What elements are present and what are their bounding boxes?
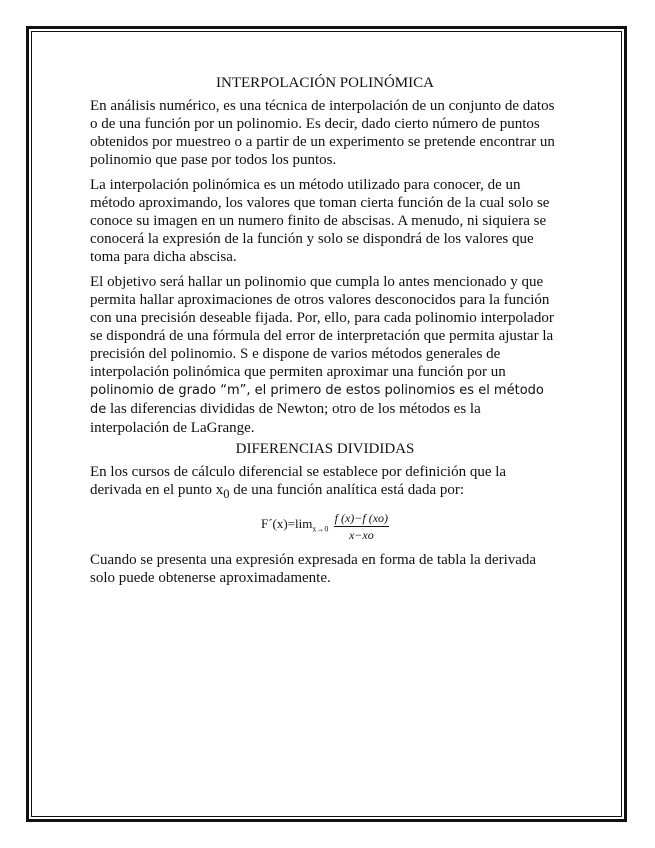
section-title-diferencias: DIFERENCIAS DIVIDIDAS bbox=[235, 441, 415, 457]
paragraph-objective-text-2: polinomio de grado “m”, el primero de estos polinomios es el método de bbox=[90, 383, 544, 417]
formula-denominator: x−xo bbox=[348, 528, 374, 542]
formula-lim: F´(x)=lim bbox=[260, 515, 313, 531]
paragraph-table-derivative: Cuando se presenta una expresión expresada en forma de tabla la derivada solo puede obtenerse aproximadamente. bbox=[90, 552, 537, 586]
paragraph-definition: La interpolación polinómica es un método utilizado para conocer, de un método aproximando, los valores que toman cierta función de la cual solo se conoce su imagen en un numero finito de abscisas. A menudo, ni siquiera se conocerá la expresión de la función y solo se dispondrá de los valores que toma para dicha abscisa. bbox=[90, 177, 550, 265]
paragraph-objective-text-3: las diferencias divididas de Newton; otro de los métodos es la interpolación de LaGrange. bbox=[90, 401, 481, 436]
paragraph-objective bbox=[90, 273, 560, 437]
paragraph-derivative-text-1: En los cursos de cálculo diferencial se establece por definición que la derivada en el punto x bbox=[90, 464, 507, 498]
paragraph-derivative bbox=[90, 463, 560, 503]
paragraph-objective-text-1: El objetivo será hallar un polinomio que cumpla lo antes mencionado y que permita hallar aproximaciones de otros valores desconocidos para la función con una precisión deseable fijada. Por, ello, para cada polinomio interpolador se dispondrá de una fórmula del error de interpretación que permita ajustar la precisión del polinomio. S e dispone de varios métodos generales de interpolación polinómica que permiten aproximar una función por un bbox=[90, 274, 554, 380]
paragraph-intro: En análisis numérico, es una técnica de interpolación de un conjunto de datos o de una función por un polinomio. Es decir, dado cierto número de puntos obtenidos por muestreo o a partir de un experimento se pretende encontrar un polinomio que pase por todos los puntos. bbox=[90, 98, 555, 168]
paragraph-derivative-subscript: 0 bbox=[223, 487, 230, 501]
paragraph-derivative-text-2: de una función analítica está dada por: bbox=[229, 482, 465, 498]
formula-fraction bbox=[334, 510, 389, 543]
formula-lhs bbox=[260, 515, 329, 534]
section-title-interpolacion: INTERPOLACIÓN POLINÓMICA bbox=[216, 75, 434, 91]
formula-lim-subscript: x→0 bbox=[312, 524, 329, 534]
formula-numerator: f (x)−f (xo) bbox=[334, 511, 389, 525]
derivative-formula bbox=[90, 510, 560, 543]
document-body bbox=[90, 74, 560, 594]
